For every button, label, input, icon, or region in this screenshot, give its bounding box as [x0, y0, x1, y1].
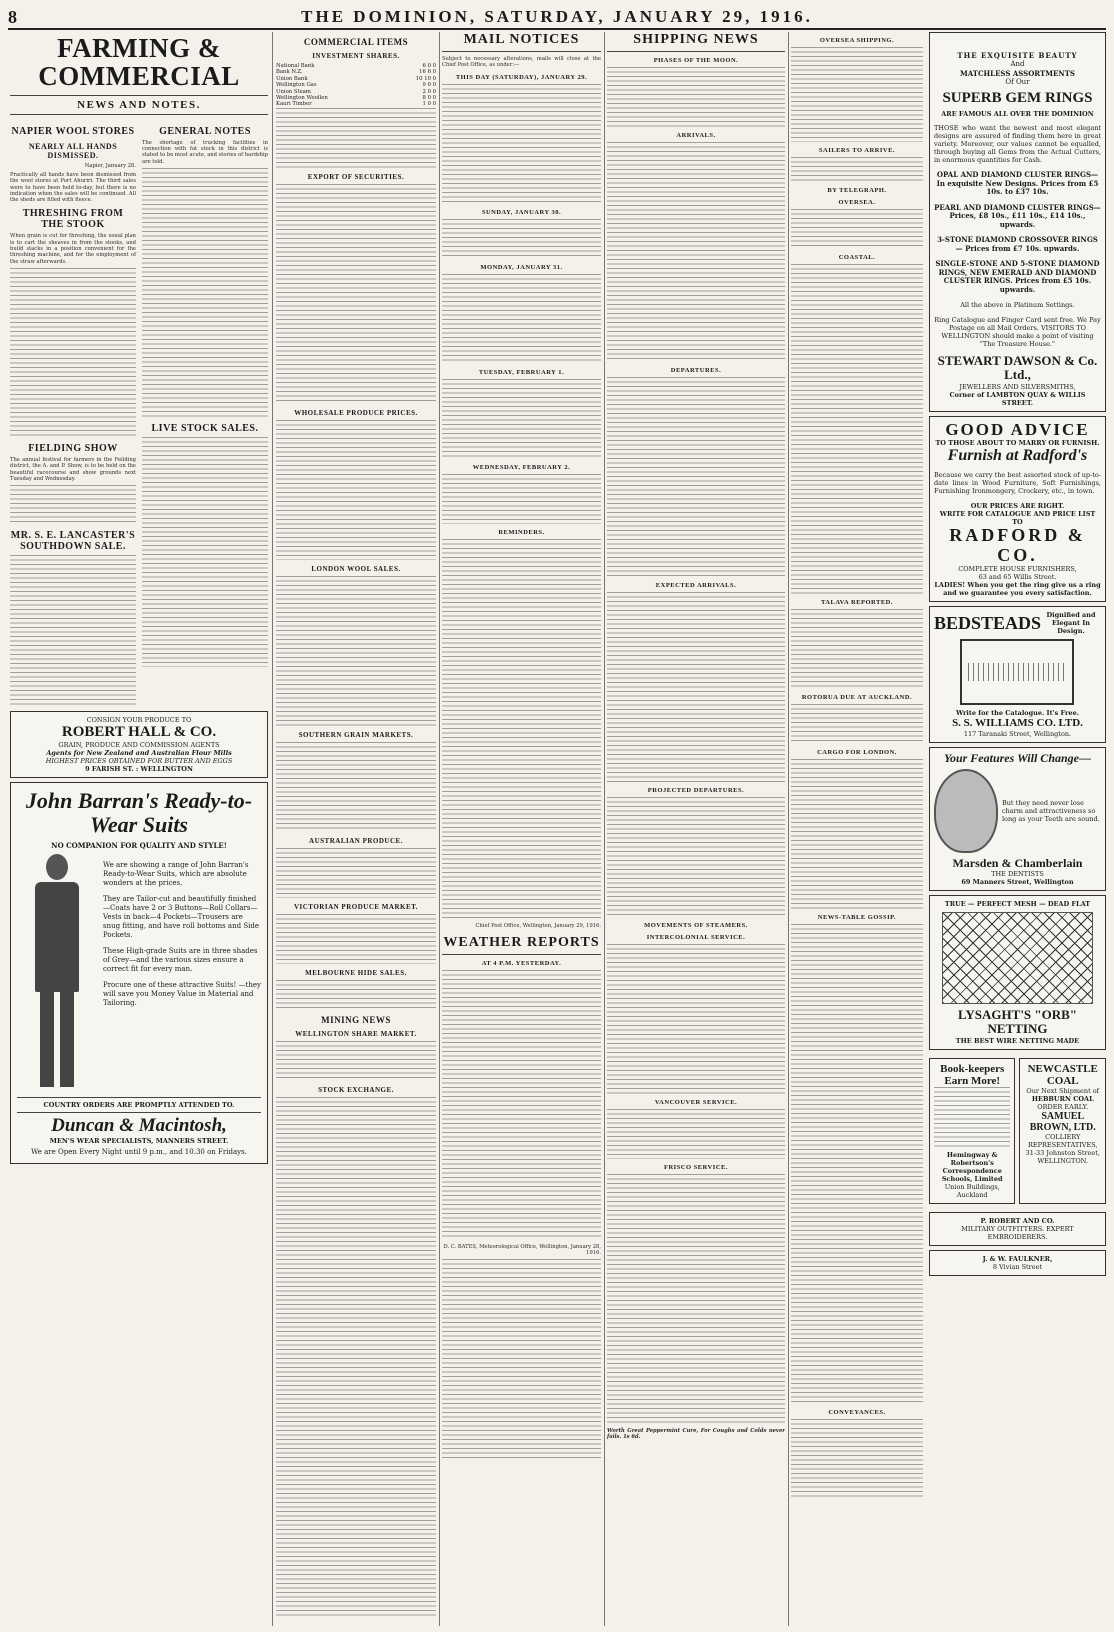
- subheading: EXPECTED ARRIVALS.: [655, 582, 737, 589]
- ad-firm-name: Hemingway & Robertson's Correspondence Schools, Limited: [941, 1150, 1003, 1183]
- ad-line: HEBBURN COAL: [1031, 1094, 1094, 1103]
- column-commercial: [276, 32, 436, 1624]
- ad-address: Corner of LAMBTON QUAY & WILLIS STREET.: [949, 390, 1086, 407]
- ad-address: 69 Manners Street, Wellington: [961, 877, 1074, 886]
- ad-line: Of Our: [1005, 78, 1030, 86]
- ad-title: John Barran's Ready-to-Wear Suits: [25, 787, 253, 837]
- ad-text: Because we carry the best assorted stock of up-to-date lines in Wood Furniture, Soft Furnishings, Furnishing Ironmongery, Crockery, etc., in town.: [933, 471, 1101, 496]
- ad-line: COLLIERY REPRESENTATIVES,: [1028, 1132, 1098, 1149]
- column-shipping: [607, 32, 785, 1624]
- share-value: 1 0 0: [422, 101, 436, 108]
- coal-ad: [1019, 1058, 1106, 1204]
- subheading: CARGO FOR LONDON.: [817, 749, 897, 756]
- ad-line: And: [1010, 60, 1025, 68]
- story-title: THRESHING FROM THE STOOK: [22, 208, 124, 231]
- ad-line: We are Open Every Night until 9 p.m., and 10.30 on Fridays.: [31, 1147, 247, 1156]
- ad-line: Write for the Catalogue. It's Free.: [955, 709, 1079, 718]
- share-name: Wellington Woollen: [276, 95, 328, 102]
- ad-address: 9 FARISH ST. : WELLINGTON: [85, 764, 193, 773]
- dentist-ad: [929, 747, 1106, 891]
- story-title: LIVE STOCK SALES.: [151, 422, 259, 434]
- subheading: SOUTHERN GRAIN MARKETS.: [298, 730, 414, 739]
- subheading: TALAVA REPORTED.: [820, 599, 894, 606]
- page-number: 8: [8, 6, 17, 27]
- subheading: INTERCOLONIAL SERVICE.: [646, 934, 746, 941]
- subheading: NEWS-TABLE GOSSIP.: [817, 914, 897, 921]
- section-heading: MAIL NOTICES: [442, 32, 601, 52]
- barran-suits-ad: [10, 782, 268, 1164]
- ad-title: BEDSTEADS: [933, 612, 1041, 633]
- ad-firm-name: J. & W. FAULKNER,: [982, 1254, 1053, 1263]
- story-title: NAPIER WOOL STORES: [11, 125, 135, 137]
- subheading: FRISCO SERVICE.: [664, 1164, 728, 1171]
- ad-title: TRUE — PERFECT MESH — DEAD FLAT: [944, 899, 1091, 908]
- ad-line: THE DENTISTS: [991, 869, 1044, 878]
- ad-price: 3-STONE DIAMOND CROSSOVER RINGS— Prices from £7 10s. upwards.: [937, 235, 1098, 253]
- subheading: AUSTRALIAN PRODUCE.: [309, 836, 403, 845]
- ad-line: Our Next Shipment of: [1026, 1086, 1100, 1095]
- ad-address: Union Buildings, Auckland: [944, 1182, 1000, 1199]
- subheading: WELLINGTON SHARE MARKET.: [295, 1029, 417, 1038]
- subheading: EXPORT OF SECURITIES.: [307, 172, 405, 181]
- ad-firm-name: P. ROBERT AND CO.: [980, 1216, 1055, 1225]
- subheading: DEPARTURES.: [670, 367, 722, 374]
- subheading: CONVEYANCES.: [828, 1409, 886, 1416]
- share-value: 6 0 0: [422, 63, 436, 69]
- subheading: THIS DAY (SATURDAY), JANUARY 29.: [455, 73, 588, 81]
- section-heading: SHIPPING NEWS: [607, 32, 785, 52]
- share-name: Bank N.Z.: [276, 69, 303, 76]
- subheading: WHOLESALE PRODUCE PRICES.: [294, 408, 418, 417]
- ad-line: All the above in Platinum Settings.: [960, 301, 1075, 309]
- section-heading: WEATHER REPORTS: [442, 935, 601, 955]
- ad-line: ORDER EARLY.: [1037, 1102, 1089, 1111]
- ad-title: Book-keepers Earn More!: [940, 1062, 1005, 1087]
- ad-firm-name: SAMUEL BROWN, LTD.: [1029, 1110, 1096, 1133]
- share-value: 2 0 0: [422, 88, 436, 95]
- share-name: Union Bank: [276, 75, 308, 82]
- column-ads: [791, 32, 1106, 1624]
- subheading: PROJECTED DEPARTURES.: [647, 787, 745, 794]
- ad-firm-name: STEWART DAWSON & Co. Ltd.,: [937, 353, 1098, 383]
- story-subtitle: NEARLY ALL HANDS DISMISSED.: [28, 141, 118, 160]
- face-illustration: [934, 769, 998, 853]
- subheading: MINING NEWS: [321, 1014, 391, 1025]
- embroidery-ad: [929, 1212, 1106, 1246]
- ad-tagline: THE BEST WIRE NETTING MADE: [955, 1036, 1080, 1045]
- subheading: VANCOUVER SERVICE.: [654, 1099, 738, 1106]
- wire-mesh-illustration: [942, 912, 1093, 1004]
- netting-ad: [929, 895, 1106, 1050]
- page-title: THE DOMINION, SATURDAY, JANUARY 29, 1916.: [301, 7, 813, 26]
- share-name: Kauri Timber: [276, 101, 312, 108]
- story-title: MR. S. E. LANCASTER'S SOUTHDOWN SALE.: [10, 530, 136, 553]
- ad-line: OUR PRICES ARE RIGHT.: [970, 501, 1065, 510]
- ad-line: WRITE FOR CATALOGUE AND PRICE LIST TO: [939, 509, 1096, 526]
- bookkeepers-ad: [929, 1058, 1016, 1204]
- ad-title: Your Features Will Change—: [943, 750, 1091, 765]
- footer-ad: Worth Great Peppermint Cure, For Coughs and Colds never fails. 1s 6d.: [607, 1428, 785, 1441]
- subheading: MONDAY, JANUARY 31.: [480, 263, 563, 271]
- subheading: MOVEMENTS OF STEAMERS.: [644, 922, 748, 929]
- gem-rings-ad: [929, 32, 1106, 412]
- share-table: [276, 63, 436, 108]
- story-title: GENERAL NOTES: [159, 125, 251, 137]
- ad-text: These High-grade Suits are in three shades of Grey—and the various sizes ensure a correct fit for every man.: [103, 947, 258, 974]
- share-value: 9 0 0: [422, 82, 436, 89]
- share-name: Union Steam: [276, 88, 311, 95]
- masthead: [8, 6, 1106, 30]
- subheading: WEDNESDAY, FEBRUARY 2.: [472, 463, 571, 471]
- subheading: SUNDAY, JANUARY 30.: [481, 208, 562, 216]
- ad-line: MILITARY OUTFITTERS. EXPERT EMBROIDERERS.: [961, 1224, 1074, 1241]
- faulkner-ad: [929, 1250, 1106, 1276]
- ad-line: Ring Catalogue and Finger Card sent free. We Pay Postage on all Mail Orders. VISITORS TO WELLINGTON should make a point of visiting "The Treasure House.": [934, 315, 1101, 348]
- subheading: COASTAL.: [838, 254, 876, 261]
- story-text: Practically all hands have been dismissed from the wool stores at Port Ahuriri. The third sales were to have been held to-day, but there is no indication when the sales will be continued. All the sheds are filled with fleece.: [10, 171, 136, 204]
- ad-price: OPAL AND DIAMOND CLUSTER RINGS—In exquisite New Designs. Prices from £5 10s. to £37 10s.: [936, 170, 1099, 196]
- oversea-shipping-column: [791, 32, 923, 1503]
- share-value: 16 6 0: [419, 69, 436, 76]
- subheading: ROTORUA DUE AT AUCKLAND.: [801, 694, 913, 701]
- ad-text: They are Tailor-cut and beautifully finished—Coats have 2 or 3 Buttons—Roll Collars—Vests in back—4 Pockets—Trousers are snug fitting, and have roll bottoms and Side Pockets.: [103, 895, 259, 940]
- mail-intro: Subject to necessary alterations, mails will close at the Chief Post Office, as under:—: [442, 56, 601, 69]
- ad-line: MEN'S WEAR SPECIALISTS, MANNERS STREET.: [49, 1136, 229, 1145]
- subheading: SAILERS TO ARRIVE.: [818, 147, 896, 154]
- section-subheading: NEWS AND NOTES.: [10, 95, 268, 115]
- subheading: LONDON WOOL SALES.: [311, 564, 401, 573]
- ad-text: We are showing a range of John Barran's Ready-to-Wear Suits, which are absolute wonders at the prices.: [103, 861, 249, 888]
- subheading: TUESDAY, FEBRUARY 1.: [478, 368, 565, 376]
- share-value: 10 10 0: [415, 75, 436, 82]
- ad-line: HIGHEST PRICES OBTAINED FOR BUTTER AND EGGS: [45, 756, 233, 765]
- section-heading: COMMERCIAL ITEMS: [303, 37, 409, 47]
- mail-signoff: Chief Post Office, Wellington, January 29, 1916.: [475, 922, 601, 929]
- ad-line: THE EXQUISITE BEAUTY: [957, 51, 1078, 60]
- ad-line: LADIES! When you get the ring give us a ring and we guarantee you every satisfaction.: [934, 581, 1101, 598]
- story-text: The shortage of trucking facilities in connection with fat stock in this district is stated to be most acute, and stories of hardship are told.: [142, 139, 268, 165]
- bedsteads-ad: [929, 606, 1106, 742]
- subheading: OVERSEA.: [838, 199, 876, 206]
- column-farming: [10, 32, 268, 1624]
- ad-firm-name: ROBERT HALL & CO.: [61, 724, 217, 741]
- share-value: 8 0 0: [422, 95, 436, 102]
- share-name: National Bank: [276, 63, 315, 69]
- ad-address: 31-33 Johnston Street, WELLINGTON.: [1025, 1148, 1100, 1165]
- bedstead-illustration: [960, 639, 1074, 705]
- ad-firm-name: Marsden & Chamberlain: [952, 855, 1083, 870]
- ad-title: Furnish at Radford's: [947, 447, 1088, 465]
- story-text: When grain is cut for threshing, the usual plan is to cart the sheaves in from the stooks, and build stacks in a position convenient for the threshing machine, and for the employment of the straw afterwards.: [10, 233, 136, 265]
- ad-text: THOSE who want the newest and most elegant designs are assured of finding them here in great variety. Moreover, our values cannot be equalled, through buying all Gems from the Actual Cutters, in enormous quantities for Cash.: [933, 124, 1101, 164]
- ad-address: 117 Taranaki Street, Wellington.: [963, 729, 1072, 738]
- ad-line: COMPLETE HOUSE FURNISHERS,: [958, 565, 1077, 574]
- subheading: REMINDERS.: [498, 528, 545, 536]
- ad-address: 63 and 65 Willis Street.: [978, 573, 1057, 582]
- section-heading: FARMING & COMMERCIAL: [38, 33, 240, 92]
- column-mail: [442, 32, 601, 1624]
- ad-line: Agents for New Zealand and Australian Flour Mills: [46, 748, 232, 757]
- ad-line: JEWELLERS AND SILVERSMITHS,: [959, 382, 1076, 391]
- subheading: INVESTMENT SHARES.: [312, 52, 400, 60]
- ad-title: NEWCASTLE COAL: [1027, 1062, 1098, 1087]
- ad-firm-name: S. S. WILLIAMS CO. LTD.: [952, 717, 1083, 730]
- ad-firm-name: LYSAGHT'S "ORB" NETTING: [957, 1006, 1078, 1037]
- share-name: Wellington Gas: [276, 82, 317, 89]
- ad-line: GRAIN, PRODUCE AND COMMISSION AGENTS: [58, 740, 220, 749]
- ad-text: But they need never lose charm and attractiveness so long as your Teeth are sound.: [1001, 798, 1100, 823]
- ad-title: GOOD ADVICE: [945, 419, 1090, 439]
- man-in-suit-illustration: [17, 854, 97, 1094]
- ad-tagline: Dignified and Elegant In Design.: [1046, 611, 1096, 636]
- ad-address: 8 Vivian Street: [992, 1262, 1043, 1271]
- ad-price: PEARL AND DIAMOND CLUSTER RINGS— Prices, £8 10s., £11 10s., £14 10s., upwards.: [934, 202, 1101, 229]
- story-text: The annual festival for farmers in the Feilding district, the A. and P. Show, is to be held on the beautiful racecourse and show grounds next Tuesday and Wednesday.: [10, 456, 136, 482]
- ad-price: SINGLE-STONE AND 5-STONE DIAMOND RINGS, NEW EMERALD AND DIAMOND CLUSTER RINGS. Prices from £5 10s. upwards.: [935, 259, 1100, 294]
- ad-line: MATCHLESS ASSORTMENTS: [959, 69, 1075, 78]
- subheading: AT 4 P.M. YESTERDAY.: [481, 959, 562, 967]
- ad-text: Procure one of these attractive Suits! —they will save you Money Value in Material and Tailoring.: [103, 981, 261, 1008]
- ad-line: CONSIGN YOUR PRODUCE TO: [86, 716, 192, 725]
- ad-line: COUNTRY ORDERS ARE PROMPTLY ATTENDED TO.: [43, 1101, 235, 1110]
- radford-ad: [929, 416, 1106, 603]
- story-dateline: Napier, January 28.: [84, 162, 136, 169]
- subheading: PHASES OF THE MOON.: [653, 57, 739, 64]
- ad-firm-name: Duncan & Macintosh,: [51, 1115, 227, 1137]
- weather-signoff: D. C. BATES, Meteorological Office, Wellington, January 28, 1916.: [443, 1243, 601, 1257]
- ad-tagline: NO COMPANION FOR QUALITY AND STYLE!: [51, 841, 227, 851]
- ad-line: ARE FAMOUS ALL OVER THE DOMINION: [941, 109, 1094, 118]
- subheading: VICTORIAN PRODUCE MARKET.: [293, 902, 419, 911]
- ad-line: TO THOSE ABOUT TO MARRY OR FURNISH.: [935, 439, 1100, 448]
- robert-hall-ad: [10, 711, 268, 778]
- subheading: STOCK EXCHANGE.: [318, 1085, 394, 1094]
- subheading: OVERSEA SHIPPING.: [819, 37, 895, 44]
- ad-title: SUPERB GEM RINGS: [942, 90, 1093, 106]
- story-title: FIELDING SHOW: [28, 442, 118, 454]
- subheading: BY TELEGRAPH.: [827, 187, 887, 194]
- ad-firm-name: RADFORD & CO.: [949, 524, 1086, 565]
- subheading: MELBOURNE HIDE SALES.: [305, 968, 407, 977]
- subheading: ARRIVALS.: [676, 132, 716, 139]
